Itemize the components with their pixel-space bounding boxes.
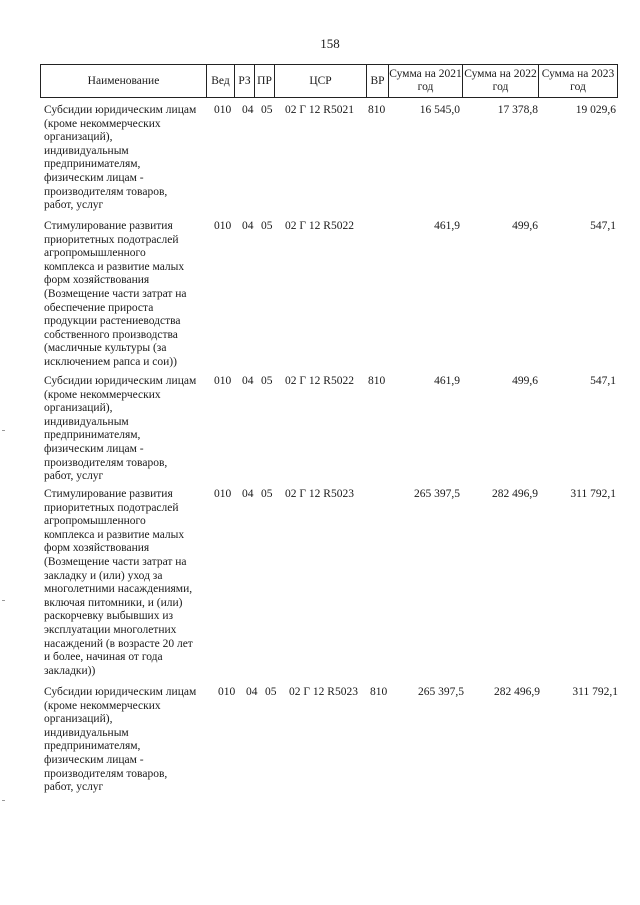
row-ved: 010 xyxy=(214,375,232,387)
scan-mark xyxy=(2,800,5,801)
row-sum-2021: 461,9 xyxy=(434,375,460,387)
row-csr: 02 Г 12 R5022 xyxy=(285,220,354,232)
row-pr: 05 xyxy=(261,104,273,116)
row-sum-2022: 17 378,8 xyxy=(497,104,538,116)
page-number: 158 xyxy=(320,36,340,51)
row-sum-2021: 265 397,5 xyxy=(418,686,464,698)
row-ved: 010 xyxy=(214,488,232,500)
row-sum-2022: 282 496,9 xyxy=(492,488,538,500)
row-sum-2023: 547,1 xyxy=(590,220,616,232)
row-pr: 05 xyxy=(261,220,273,232)
row-rz: 04 xyxy=(242,104,254,116)
row-sum-2021: 265 397,5 xyxy=(414,488,460,500)
header-sum-2023: Сумма на 2023 год xyxy=(541,68,615,93)
row-vr: 810 xyxy=(368,375,386,387)
row-name: Стимулирование развития приоритетных подотраслей агропромышленного комплекса и развитие малых форм хозяйствования (Возмещение части затрат на обеспечение прироста продукции растениеводства собственного производства (масличные культуры (за исключением рапса и сои)) xyxy=(44,220,187,368)
row-csr: 02 Г 12 R5022 xyxy=(285,375,354,387)
row-rz: 04 xyxy=(246,686,258,698)
row-ved: 010 xyxy=(218,686,236,698)
header-vr: ВР xyxy=(367,65,389,97)
row-vr: 810 xyxy=(368,104,386,116)
row-name: Субсидии юридическим лицам (кроме некоммерческих организаций), индивидуальным предпринимателям, физическим лицам - производителям товаров, работ, услуг xyxy=(44,686,197,794)
scan-mark xyxy=(2,600,5,601)
row-sum-2022: 499,6 xyxy=(512,375,538,387)
row-vr: 810 xyxy=(370,686,388,698)
row-sum-2023: 547,1 xyxy=(590,375,616,387)
row-name: Субсидии юридическим лицам (кроме некоммерческих организаций), индивидуальным предпринимателям, физическим лицам - производителям товаров, работ, услуг xyxy=(44,375,197,483)
row-name: Стимулирование развития приоритетных подотраслей агропромышленного комплекса и развитие малых форм хозяйствования (Возмещение части затрат на закладку и (или) уход за многолетними насаждениями, включая питомники, и (или) раскорчевку выбывших из эксплуатации многолетних насаждений (в возрасте 20 лет и более, начиная от года закладки)) xyxy=(44,488,193,677)
row-name: Субсидии юридическим лицам (кроме некоммерческих организаций), индивидуальным предпринимателям, физическим лицам - производителям товаров, работ, услуг xyxy=(44,104,197,212)
row-sum-2023: 19 029,6 xyxy=(575,104,616,116)
scan-mark xyxy=(2,430,5,431)
header-pr: ПР xyxy=(255,65,275,97)
row-ved: 010 xyxy=(214,104,232,116)
header-csr: ЦСР xyxy=(275,65,367,97)
row-sum-2022: 499,6 xyxy=(512,220,538,232)
row-ved: 010 xyxy=(214,220,232,232)
row-csr: 02 Г 12 R5021 xyxy=(285,104,354,116)
row-pr: 05 xyxy=(265,686,277,698)
row-sum-2023: 311 792,1 xyxy=(572,686,618,698)
row-pr: 05 xyxy=(261,488,273,500)
row-rz: 04 xyxy=(242,488,254,500)
table-header xyxy=(40,64,618,98)
row-csr: 02 Г 12 R5023 xyxy=(289,686,358,698)
row-rz: 04 xyxy=(242,375,254,387)
row-sum-2023: 311 792,1 xyxy=(570,488,616,500)
row-csr: 02 Г 12 R5023 xyxy=(285,488,354,500)
header-sum-2022: Сумма на 2022 год xyxy=(463,65,539,97)
row-sum-2022: 282 496,9 xyxy=(494,686,540,698)
header-rz: РЗ xyxy=(235,65,255,97)
row-sum-2021: 16 545,0 xyxy=(419,104,460,116)
header-sum-2021: Сумма на 2021 год xyxy=(389,65,463,97)
row-rz: 04 xyxy=(242,220,254,232)
header-name: Наименование xyxy=(41,65,207,97)
row-pr: 05 xyxy=(261,375,273,387)
row-sum-2021: 461,9 xyxy=(434,220,460,232)
header-ved: Вед xyxy=(207,65,235,97)
